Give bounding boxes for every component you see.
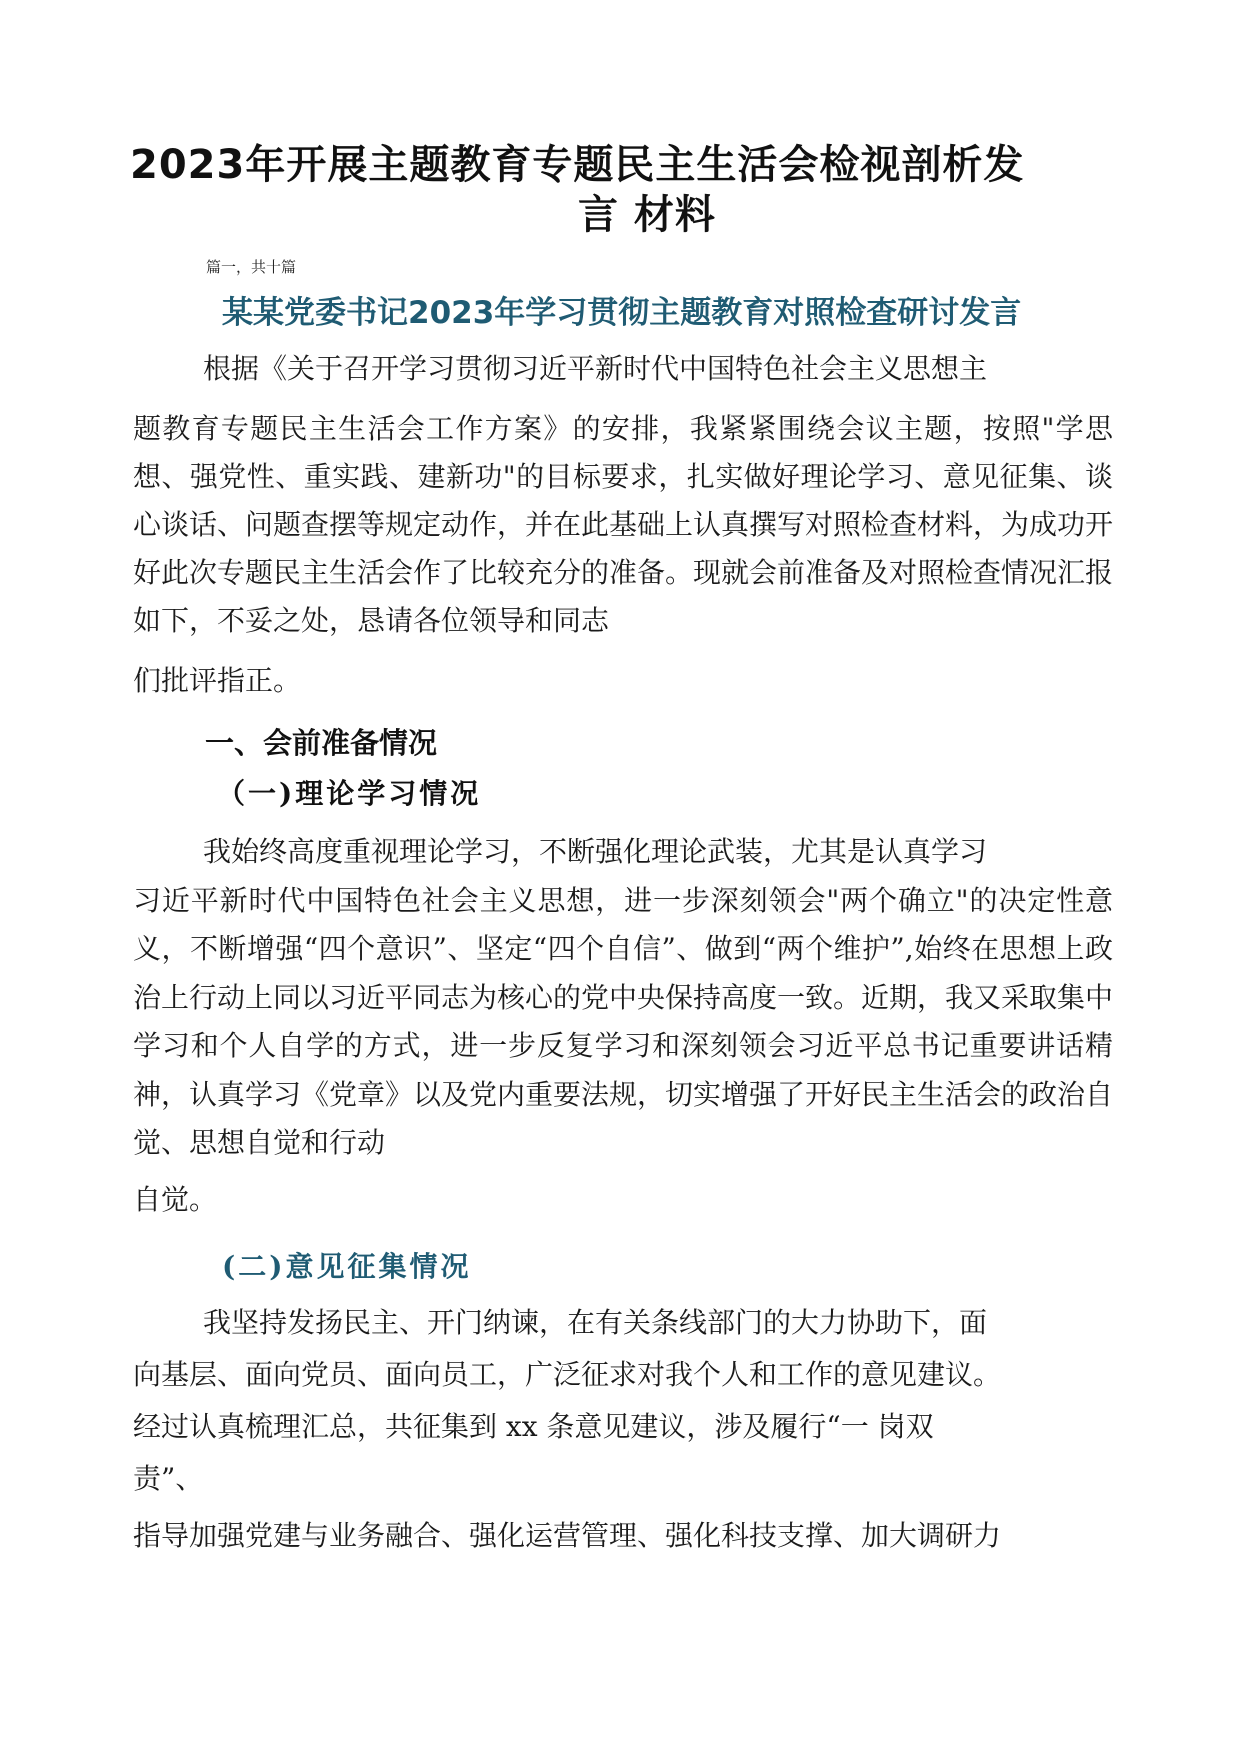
article-title: 某某党委书记2023年学习贯彻主题教育对照检查研讨发言 bbox=[222, 295, 1022, 331]
intro-body: 题教育专题民主生活会工作方案》的安排，我紧紧围绕会议主题，按照"学思想、强党性、重实践、建新功"的目标要求，扎实做好理论学习、意见征集、谈心谈话、问题查摆等规定动作，并在此基础上认真撰写对照检查材料，为成功开好此次专题民主生活会作了比较充分的准备。现就会前准备及对照检查情况汇报如下，不妥之处，恳请各位领导和同志 bbox=[133, 412, 1114, 637]
subsection-heading-theory-study: （一)理论学习情况 bbox=[217, 777, 482, 810]
opinion-line-4: 责”、 bbox=[133, 1462, 204, 1495]
opinion-line-2: 向基层、面向党员、面向员工，广泛征求对我个人和工作的意见建议。 bbox=[133, 1358, 1002, 1391]
opinion-line-3: 经过认真梳理汇总，共征集到 xx 条意见建议，涉及履行“一 岗双 bbox=[133, 1410, 934, 1443]
section-heading-pre-meeting: 一、会前准备情况 bbox=[205, 726, 438, 760]
opinion-collection-paragraph bbox=[133, 1297, 1113, 1505]
theory-study-first-line: 我始终高度重视理论学习，不断强化理论武装，尤其是认真学习 bbox=[203, 835, 988, 868]
opinion-continuation-paragraph bbox=[133, 1512, 1113, 1560]
intro-paragraph bbox=[133, 345, 1113, 705]
intro-last-line: 们批评指正。 bbox=[133, 664, 302, 697]
theory-study-paragraph bbox=[133, 828, 1113, 1224]
document-subtitle: 篇一，共十篇 bbox=[206, 258, 297, 276]
opinion-line-1: 我坚持发扬民主、开门纳谏，在有关条线部门的大力协助下，面 bbox=[203, 1306, 988, 1339]
document-title-line-1: 2023年开展主题教育专题民主生活会检视剖析发 bbox=[130, 142, 1025, 188]
subsection-heading-opinion-collection: (二)意见征集情况 bbox=[222, 1250, 472, 1283]
intro-line-gap bbox=[133, 393, 1113, 405]
intro-first-line: 根据《关于召开学习贯彻习近平新时代中国特色社会主义思想主 bbox=[203, 352, 988, 385]
document-title bbox=[130, 140, 1110, 240]
theory-study-last-line: 自觉。 bbox=[133, 1182, 218, 1216]
opinion-line-5: 指导加强党建与业务融合、强化运营管理、强化科技支撑、加大调研力 bbox=[133, 1519, 1002, 1552]
document-title-line-2: 言 材料 bbox=[578, 192, 716, 238]
theory-study-body: 习近平新时代中国特色社会主义思想，进一步深刻领会"两个确立"的决定性意义，不断增强“四个意识”、坚定“四个自信”、做到“两个维护”,始终在思想上政治上行动上同以习近平同志为核心的党中央保持高度一致。近期，我又采取集中学习和个人自学的方式，进一步反复学习和深刻领会习近平总书记重要讲话精神，认真学习《党章》以及党内重要法规，切实增强了开好民主生活会的政治自觉、思想自觉和行动 bbox=[133, 883, 1114, 1159]
intro-line-gap-2 bbox=[133, 645, 1113, 657]
